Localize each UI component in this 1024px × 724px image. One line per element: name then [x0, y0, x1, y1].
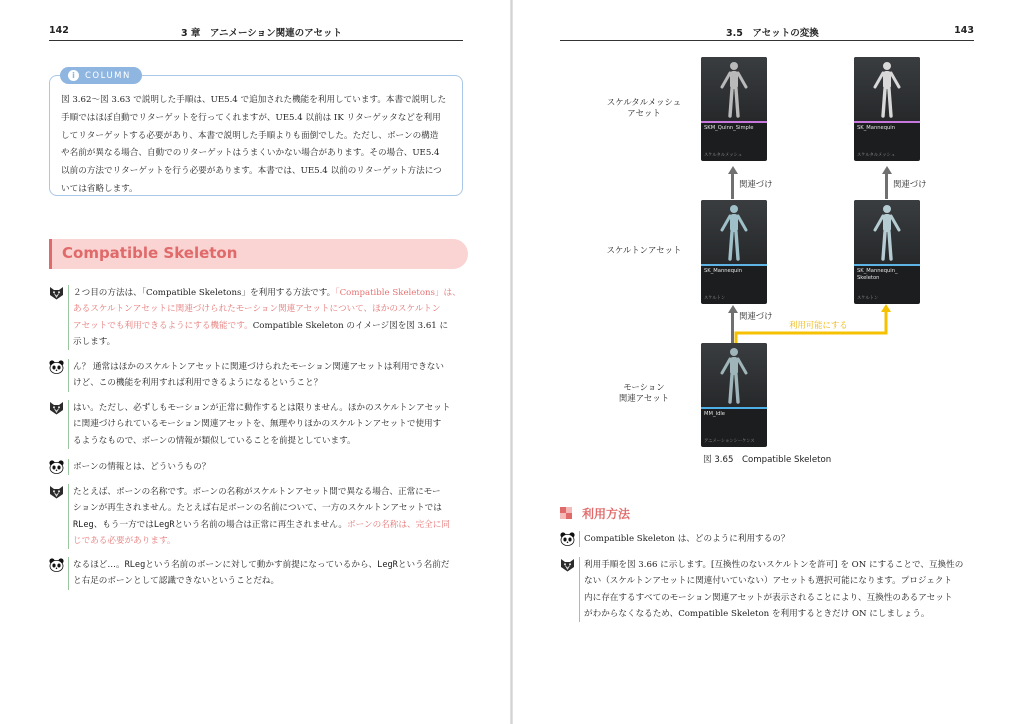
link-label-2: 関連づけ	[893, 179, 927, 189]
body-text: たとえば、ボーンの名称です。ボーンの名称がスケルトンアセット間で異なる場合、正常にモー	[73, 487, 441, 497]
asset-type-bar	[701, 264, 767, 266]
info-icon: i	[68, 70, 79, 81]
body-text: ２つ目の方法は、「Compatible Skeletons」を利用する方法です。	[73, 288, 336, 298]
body-text: Compatible Skeleton は、どのように利用するの？	[584, 534, 790, 544]
column-line: してリターゲットする必要があり、本書で説明した手順よりも面倒でした。ただし、ボーンの構造	[61, 130, 439, 141]
left-page	[0, 0, 511, 724]
dialog-line	[73, 573, 449, 589]
asset-name: SKM_Quinn_Simple	[704, 125, 754, 131]
asset-type-bar	[701, 407, 767, 409]
mannequin-icon	[872, 204, 902, 262]
dialog-line	[73, 285, 461, 301]
asset-name: SK_Mannequin_ Skeleton	[857, 268, 898, 281]
column-line: いては省略します。	[61, 183, 138, 194]
asset-card[interactable]	[854, 57, 920, 161]
dialog-line	[73, 484, 450, 500]
highlighted-text: じである必要があります。	[73, 535, 176, 546]
asset-name: SK_Mannequin	[704, 268, 743, 274]
link-label-3: 関連づけ	[739, 311, 773, 321]
right-running-title: 3.5 アセットの変換	[726, 28, 819, 39]
dialog-text	[579, 531, 789, 547]
dialog-line	[584, 557, 963, 573]
dialog-text	[68, 459, 210, 475]
asset-type: アニメーションシーケンス	[704, 439, 755, 444]
asset-card[interactable]	[701, 200, 767, 304]
mannequin-icon	[719, 204, 749, 262]
link-label-1: 関連づけ	[739, 179, 773, 189]
asset-type-bar	[854, 121, 920, 123]
asset-type: スケルトン	[704, 296, 726, 301]
column-line: 手順ではほぼ自動でリターゲットを行ってくれますが、UE5.4 以前は IK リターゲッタなどを利用	[61, 112, 441, 123]
dialog-text	[579, 557, 963, 622]
body-text: がわからなくなるため、Compatible Skeleton を利用するときだけ ON にしましょう。	[584, 608, 930, 619]
body-text: と右足のボーンとして認識できないということだね。	[73, 576, 280, 587]
column-tag	[60, 67, 142, 84]
asset-card[interactable]	[701, 57, 767, 161]
body-text: Compatible Skeleton のイメージ図を図 3.61 に	[252, 320, 449, 331]
figure-caption: 図 3.65 Compatible Skeleton	[703, 455, 832, 465]
dialog-line	[584, 573, 963, 589]
body-text: 内に存在するすべてのモーション関連アセットが表示されることにより、互換性のあるアセット	[584, 592, 953, 603]
panda-avatar-icon	[49, 557, 64, 571]
dialog-line	[73, 459, 210, 475]
body-text: ボーンの情報とは、どういうもの？	[73, 462, 211, 472]
dialog-line	[73, 433, 450, 449]
dialog-line	[73, 318, 461, 334]
dialog-text	[68, 400, 450, 449]
mannequin-icon	[719, 347, 749, 405]
body-text: ん？ 通常はほかのスケルトンアセットに関連づけられたモーション関連アセットは利用できない	[73, 362, 444, 372]
column-line: や名前が異なる場合、自動でのリターゲットはうまくいかない場合があります。その場合、UE5.4	[61, 148, 440, 159]
body-text: るようなもので、ボーンの情報が類似していることを前提としています。	[73, 435, 356, 446]
asset-type: スケルタルメッシュ	[857, 153, 896, 158]
body-text: という名前だ	[397, 560, 450, 570]
mannequin-icon	[719, 61, 749, 119]
asset-type-bar	[854, 264, 920, 266]
dialog-line	[73, 416, 450, 432]
row-label-skeleton: スケルトンアセット	[606, 245, 682, 255]
dialog-line	[73, 301, 461, 317]
asset-type: スケルタルメッシュ	[704, 153, 743, 158]
asset-card[interactable]	[701, 343, 767, 447]
body-text: ションが再生されません。たとえば右足ボーンの名前について、一方のスケルトンアセットでは	[73, 503, 442, 514]
dialog-line	[73, 359, 444, 375]
cat-avatar-icon	[49, 400, 64, 414]
body-text: 利用手順を図 3.66 に示します。[互換性のないスケルトンを許可] を ON にすることで、互換性の	[584, 560, 964, 570]
highlighted-text: 「Compatible Skeletons」は、	[335, 288, 461, 298]
left-page-number: 142	[49, 25, 69, 36]
column-tag-label: COLUMN	[85, 70, 131, 81]
dialog-text	[68, 285, 461, 350]
panda-avatar-icon	[560, 531, 575, 545]
compat-label: 利用可能にする	[789, 320, 848, 330]
column-box	[49, 70, 463, 196]
right-page-number: 143	[954, 25, 974, 36]
highlighted-text: ボーンの名称は、完全に同	[346, 519, 450, 530]
dialog-line	[584, 606, 963, 622]
body-text: 示します。	[73, 336, 116, 347]
highlighted-text: アセットでも利用できるようにする機能です。	[73, 320, 253, 331]
highlighted-text: あるスケルトンアセットに関連づけられたモーション関連アセットについて、ほかのスケルトン	[73, 304, 441, 315]
column-line: 図 3.62〜図 3.63 で説明した手順は、UE5.4 で追加された機能を利用しています。本書で説明した	[61, 95, 447, 105]
cat-avatar-icon	[49, 285, 64, 299]
dialog-line	[584, 590, 963, 606]
body-text: に関連づけられているモーション関連アセットを、無理やりほかのスケルトンアセットで使用す	[73, 419, 442, 430]
dialog-line	[584, 531, 789, 547]
dialog-line	[73, 517, 450, 533]
code-text: LegR	[153, 519, 175, 530]
asset-type-bar	[701, 121, 767, 123]
asset-card[interactable]	[854, 200, 920, 304]
section-title: Compatible Skeleton	[62, 244, 238, 262]
row-label-skeletal-mesh: スケルタルメッシュ アセット	[606, 97, 682, 118]
body-text: 、もう一方では	[93, 519, 154, 530]
asset-name: SK_Mannequin	[857, 125, 896, 131]
panda-avatar-icon	[49, 459, 64, 473]
dialog-line	[73, 500, 450, 516]
code-text: RLeg	[73, 519, 94, 530]
code-text: LegR	[377, 560, 398, 570]
dialog-text	[68, 557, 449, 590]
cat-avatar-icon	[49, 484, 64, 498]
body-text: はい。ただし、必ずしもモーションが正常に動作するとは限りません。ほかのスケルトンアセット	[73, 403, 451, 413]
row-label-motion: モーション 関連アセット	[618, 382, 670, 403]
dialog-text	[68, 484, 450, 549]
panda-avatar-icon	[49, 359, 64, 373]
dialog-line	[73, 557, 449, 573]
body-text: なるほど…。	[73, 560, 125, 570]
body-text: けど、この機能を利用すれば利用できるようになるということ？	[73, 378, 323, 389]
dialog-line	[73, 334, 461, 350]
section-heading	[49, 239, 468, 269]
cat-avatar-icon	[560, 557, 575, 571]
dialog-text	[68, 359, 444, 392]
subsection-title: 利用方法	[582, 507, 631, 521]
body-text: という名前の場合は正常に再生されません。	[174, 519, 347, 530]
mannequin-icon	[872, 61, 902, 119]
dialog-line	[73, 375, 444, 391]
dialog-line	[73, 400, 450, 416]
body-text: という名前のボーンに対して動かす前提になっているから、	[145, 560, 378, 570]
dialog-line	[73, 533, 450, 549]
asset-type: スケルトン	[857, 296, 879, 301]
code-text: RLeg	[124, 560, 146, 570]
subsection-square-icon	[560, 507, 572, 519]
column-text	[61, 92, 456, 199]
asset-name: MM_Idle	[704, 411, 726, 417]
column-line: 以前の方法でリターゲットを行う必要があります。本書では、UE5.4 以前のリターゲット方法につ	[61, 166, 442, 177]
left-page-header	[49, 25, 463, 41]
right-page	[513, 0, 1024, 724]
body-text: ない（スケルトンアセットに関連付いていない）アセットも選択可能になります。プロジェクト	[584, 576, 953, 587]
left-running-title: 3 章 アニメーション関連のアセット	[181, 28, 342, 39]
